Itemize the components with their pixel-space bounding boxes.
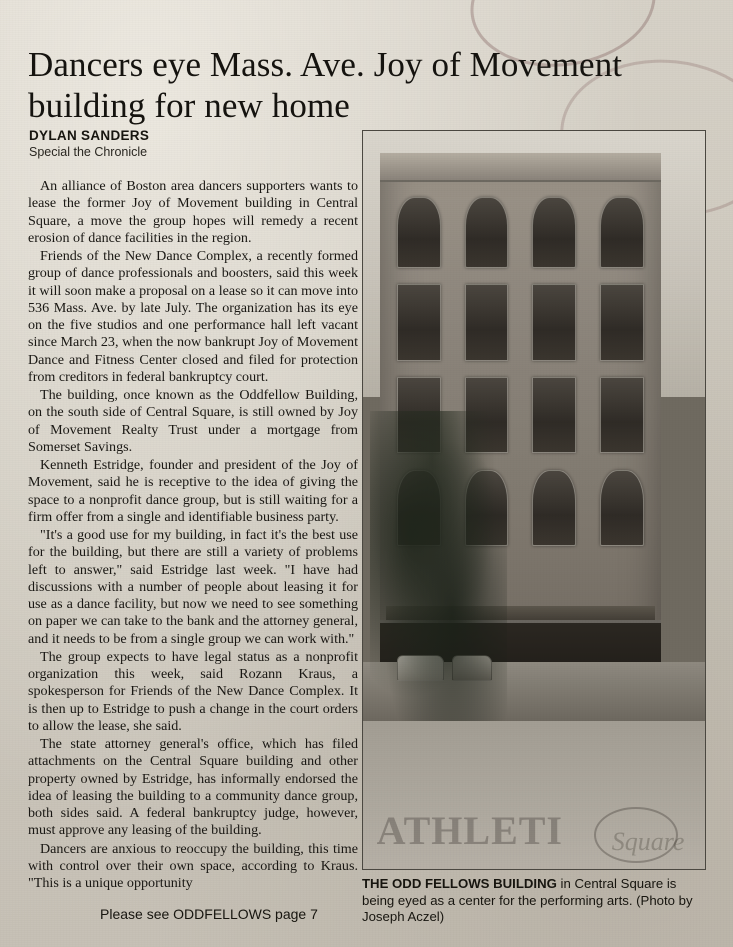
photo-cornice — [380, 153, 660, 182]
photo-window — [397, 197, 441, 268]
byline-author: DYLAN SANDERS — [29, 128, 150, 143]
article-paragraph: Kenneth Estridge, founder and president of the Joy of Movement, said he is receptive to the idea of giving the space to a nonprofit dance group, but is still waiting for a firm offer from a single and identifiable business party. — [28, 457, 358, 525]
article-paragraph: An alliance of Boston area dancers supporters wants to lease the former Joy of Movement building in Central Square, a move the group hopes will remedy a recent erosion of dance facilities in the region. — [28, 178, 358, 246]
photo-ghost-text: ATHLETI — [376, 808, 563, 854]
photo-window — [532, 284, 576, 360]
photo-window — [600, 377, 644, 453]
article-paragraph: The group expects to have legal status as a nonprofit organization this week, said Rozann Kraus, a spokesperson for Friends of the New Dance Complex. It is then up to Estridge to push a change in the court orders to allow the lease, she said. — [28, 648, 358, 734]
photo-window — [532, 197, 576, 268]
byline-affiliation: Special the Chronicle — [29, 145, 148, 159]
photo-window — [532, 470, 576, 546]
photo-window — [465, 197, 509, 268]
photo-window — [532, 377, 576, 453]
photo-ghost-seal — [594, 807, 678, 863]
photo-caption — [362, 876, 708, 926]
photo-faded-lower-region — [363, 721, 705, 869]
page-title: Dancers eye Mass. Ave. Joy of Movement building for new home — [28, 45, 623, 126]
photo-window — [600, 470, 644, 546]
article-paragraph: The building, once known as the Oddfellow Building, on the south side of Central Square, is still owned by Joy of Movement Realty Trust under a mortgage from Somerset Savings. — [28, 387, 358, 455]
photo-ghost-text-secondary: Square — [611, 827, 685, 857]
photo-window-row — [397, 197, 644, 268]
photo-window — [465, 284, 509, 360]
building-photograph — [362, 130, 706, 870]
article-paragraph: "It's a good use for my building, in fact it's the best use for the building, but there are still a variety of problems left to answer," said Estridge last week. "I have had discussions with a number of people about leasing it for use as a dance facility, but now we need to see something on paper we can take to the bank and the attorney general, and it needs to be from a single group we can work with." — [28, 527, 358, 647]
photo-window — [600, 197, 644, 268]
article-body-column — [28, 178, 358, 891]
article-paragraph: The state attorney general's office, which has filed attachments on the Central Square building and other property owned by Estridge, has informally endorsed the idea of leasing the building to a community dance group, both sides said. A federal bankruptcy judge, however, must approve any leasing of the building. — [28, 736, 358, 839]
photo-window — [397, 284, 441, 360]
byline — [29, 128, 329, 159]
continuation-note: Please see ODDFELLOWS page 7 — [100, 906, 318, 922]
article-paragraph: Friends of the New Dance Complex, a recently formed group of dance professionals and boosters, said this week it will soon make a proposal on a lease so it can move into 536 Mass. Ave. by late July. The organization has its eye on the five studios and one performance hall left vacant since March 23, when the now bankrupt Joy of Movement Dance and Fitness Center closed and filed for protection from creditors in federal bankruptcy court. — [28, 248, 358, 385]
photo-window — [600, 284, 644, 360]
photo-caption-text: in Central Square is being eyed as a center for the performing arts. (Photo by Joseph Aczel) — [362, 876, 693, 924]
photo-figure — [362, 130, 706, 870]
photo-street-tree — [370, 411, 507, 721]
article-paragraph: Dancers are anxious to reoccupy the building, this time with control over their own space, according to Kraus. "This is a unique opportunity — [28, 840, 358, 891]
photo-window-row — [397, 284, 644, 360]
photo-caption-lead: THE ODD FELLOWS BUILDING — [362, 876, 557, 891]
